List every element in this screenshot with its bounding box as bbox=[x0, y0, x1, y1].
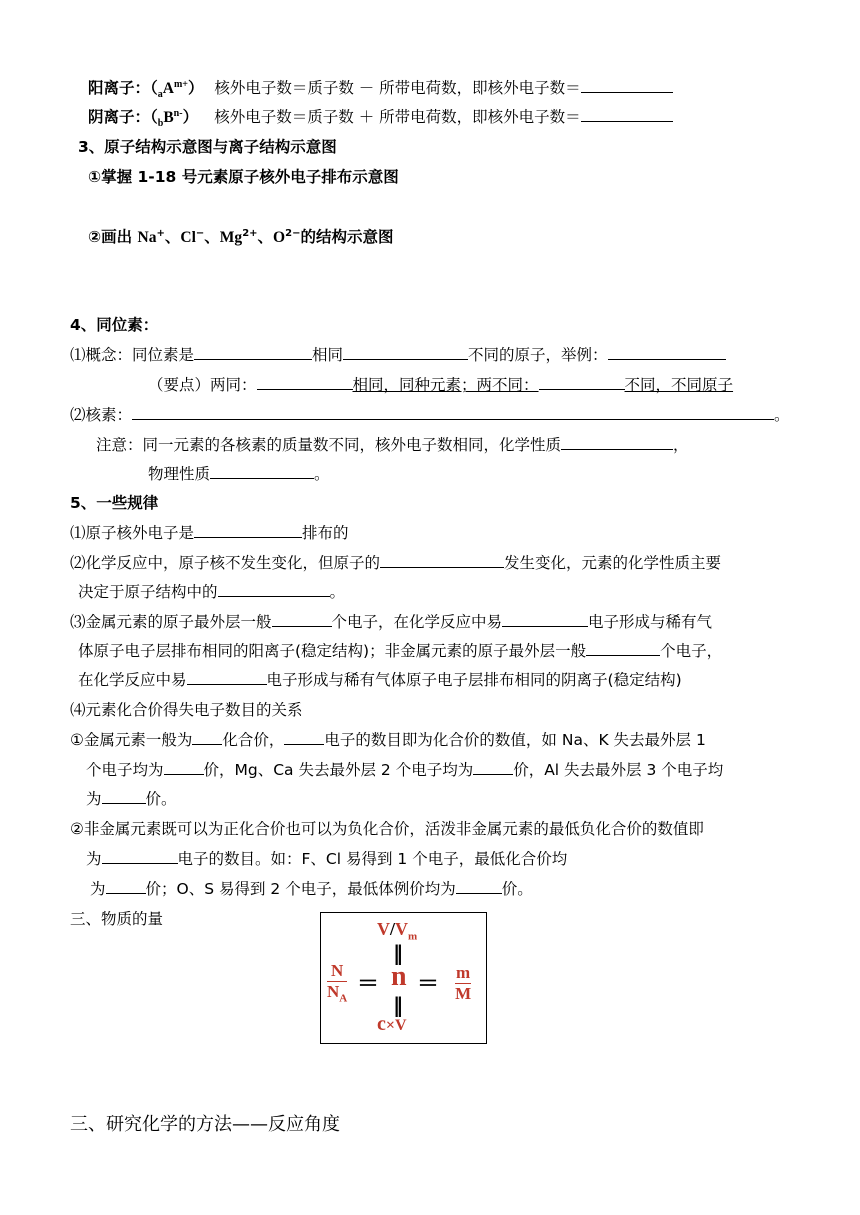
cation-line bbox=[88, 78, 673, 99]
cation-rule: 核外电子数＝质子数 － 所带电荷数，即核外电子数＝ bbox=[214, 79, 581, 97]
blank bbox=[187, 670, 267, 685]
sep: 、 bbox=[164, 228, 181, 246]
blank bbox=[586, 641, 660, 656]
cation-a: a bbox=[157, 89, 163, 101]
rule2 bbox=[70, 553, 721, 573]
parallel-top: ‖ bbox=[393, 941, 403, 965]
blank bbox=[192, 730, 222, 745]
r3g: 电子形成与稀有气体原子电子层排布相同的阴离子(稳定结构) bbox=[266, 671, 682, 689]
m1a: ①金属元素一般为 bbox=[70, 731, 193, 749]
sep: 、 bbox=[257, 228, 274, 246]
fraction-left bbox=[327, 961, 348, 1005]
item2-suffix: 的结构示意图 bbox=[300, 228, 394, 246]
rule3c bbox=[78, 670, 682, 690]
concept-c: 不同的原子，举例： bbox=[468, 346, 608, 364]
cation-blank bbox=[581, 78, 673, 93]
center-n: n bbox=[391, 961, 407, 992]
r2d: 。 bbox=[329, 583, 346, 601]
blank bbox=[257, 375, 353, 390]
blank bbox=[194, 345, 312, 360]
r3a: ⑶金属元素的原子最外层一般 bbox=[70, 613, 272, 631]
note-d: 。 bbox=[314, 465, 330, 483]
top-m: m bbox=[408, 930, 418, 943]
fraction-right bbox=[455, 963, 471, 1004]
left-a: A bbox=[339, 992, 348, 1005]
key-b: 相同，同种元素；两不同： bbox=[352, 376, 539, 394]
section3-item2 bbox=[88, 227, 393, 248]
anion-close: ） bbox=[182, 108, 199, 126]
metal-line2 bbox=[86, 760, 723, 780]
bottom-c: c bbox=[377, 1013, 386, 1035]
r3d: 体原子电子层排布相同的阳离子(稳定结构)；非金属元素的原子最外层一般 bbox=[78, 642, 587, 660]
mole-diagram bbox=[320, 912, 487, 1044]
cation-close: ） bbox=[188, 79, 204, 97]
blank bbox=[194, 523, 302, 538]
concept-line bbox=[70, 345, 726, 365]
r3e: 个电子， bbox=[660, 642, 723, 660]
n1d: 为 bbox=[90, 880, 106, 898]
m1d: 个电子均为 bbox=[86, 761, 164, 779]
rule3 bbox=[70, 612, 712, 632]
eq-right: ＝ bbox=[417, 972, 440, 997]
r2c: 决定于原子结构中的 bbox=[78, 583, 218, 601]
key-a: （要点）两同： bbox=[148, 376, 257, 394]
section5-heading: 5、一些规律 bbox=[70, 494, 159, 512]
top-v: V bbox=[377, 919, 390, 939]
section4-heading: 4、同位素： bbox=[70, 316, 159, 334]
rule1 bbox=[70, 523, 349, 543]
anion-rule: 核外电子数＝质子数 ＋ 所带电荷数，即核外电子数＝ bbox=[214, 108, 581, 126]
item2-prefix: ②画出 bbox=[88, 228, 138, 246]
cation-charge: m+ bbox=[173, 78, 188, 90]
top-slash: / bbox=[390, 919, 396, 939]
note-line2 bbox=[148, 464, 330, 484]
blank bbox=[473, 760, 513, 775]
m1b: 化合价， bbox=[222, 731, 285, 749]
rule2b bbox=[78, 582, 345, 602]
anion-charge: n- bbox=[173, 107, 183, 119]
m1e: 价，Mg、Ca 失去最外层 2 个电子均为 bbox=[203, 761, 474, 779]
cation-label: 阳离子：（ bbox=[88, 79, 158, 97]
r3c: 电子形成与稀有气 bbox=[588, 613, 713, 631]
left-na: N bbox=[327, 982, 340, 1001]
blank bbox=[102, 789, 146, 804]
diagram-bottom bbox=[377, 1013, 407, 1036]
n1e: 价；O、S 易得到 2 个电子，最低体例价均为 bbox=[145, 880, 456, 898]
m1h: 价。 bbox=[145, 790, 177, 808]
right-M: M bbox=[455, 984, 472, 1003]
concept-b: 相同 bbox=[312, 346, 344, 364]
n1b: 为 bbox=[86, 850, 102, 868]
diagram-top bbox=[377, 919, 418, 943]
blank bbox=[106, 879, 146, 894]
right-m: m bbox=[456, 963, 471, 982]
nuclide-label: ⑵核素： bbox=[70, 406, 133, 424]
ion-mg: Mg bbox=[219, 229, 243, 246]
metal-line1 bbox=[70, 730, 706, 750]
blank bbox=[132, 405, 774, 420]
anion-blank bbox=[581, 107, 673, 122]
blank bbox=[456, 879, 502, 894]
nonmetal-line2 bbox=[86, 849, 567, 869]
note-b: ， bbox=[673, 436, 689, 454]
ion-na: Na bbox=[137, 229, 157, 246]
r1a: ⑴原子核外电子是 bbox=[70, 524, 195, 542]
final-heading: 三、研究化学的方法——反应角度 bbox=[70, 1114, 340, 1135]
ion-na-charge: + bbox=[156, 227, 165, 239]
blank bbox=[343, 345, 468, 360]
anion-line bbox=[88, 107, 673, 128]
n1c: 电子的数目。如：F、Cl 易得到 1 个电子，最低化合价均 bbox=[177, 850, 568, 868]
blank bbox=[502, 612, 588, 627]
top-vm: V bbox=[395, 919, 409, 939]
sep: 、 bbox=[204, 228, 220, 246]
blank bbox=[608, 345, 726, 360]
parallel-bottom: ‖ bbox=[393, 993, 403, 1017]
nonmetal-line1: ②非金属元素既可以为正化合价也可以为负化合价，活泼非金属元素的最低负化合价的数值即 bbox=[70, 820, 704, 838]
metal-line3 bbox=[86, 789, 177, 809]
anion-B: B bbox=[163, 109, 174, 126]
blank bbox=[272, 612, 332, 627]
left-n: N bbox=[327, 961, 347, 982]
blank bbox=[102, 849, 178, 864]
note-line bbox=[96, 435, 689, 455]
m1c: 电子的数目即为化合价的数值，如 Na、K 失去最外层 1 bbox=[324, 731, 706, 749]
r2a: ⑵化学反应中，原子核不发生变化，但原子的 bbox=[70, 554, 381, 572]
blank bbox=[539, 375, 625, 390]
ion-mg-charge: 2+ bbox=[242, 227, 258, 239]
blank bbox=[218, 582, 330, 597]
key-line bbox=[148, 375, 733, 395]
rule3b bbox=[78, 641, 722, 661]
anion-b: b bbox=[157, 118, 164, 130]
ion-cl: Cl bbox=[180, 229, 196, 246]
note-a: 注意：同一元素的各核素的质量数不同，核外电子数相同，化学性质 bbox=[96, 436, 562, 454]
r3f: 在化学反应中易 bbox=[78, 671, 187, 689]
section3-item1: ①掌握 1-18 号元素原子核外电子排布示意图 bbox=[88, 168, 399, 186]
r2b: 发生变化，元素的化学性质主要 bbox=[504, 554, 722, 572]
r3b: 个电子，在化学反应中易 bbox=[331, 613, 503, 631]
eq-left: ＝ bbox=[357, 972, 380, 997]
blank bbox=[380, 553, 504, 568]
bottom-v: V bbox=[395, 1017, 407, 1034]
rule4: ⑷元素化合价得失电子数目的关系 bbox=[70, 701, 303, 719]
bottom-x: × bbox=[385, 1017, 396, 1034]
m1g: 为 bbox=[86, 790, 102, 808]
blank bbox=[561, 435, 673, 450]
r1b: 排布的 bbox=[302, 524, 349, 542]
blank bbox=[210, 464, 314, 479]
period: 。 bbox=[774, 406, 790, 424]
cation-A: A bbox=[162, 80, 174, 97]
anion-label: 阴离子：（ bbox=[88, 108, 158, 126]
nuclide-line bbox=[70, 405, 790, 425]
blank bbox=[284, 730, 324, 745]
n1f: 价。 bbox=[501, 880, 533, 898]
key-c: 不同，不同原子 bbox=[624, 376, 734, 394]
blank bbox=[164, 760, 204, 775]
note-c: 物理性质 bbox=[148, 465, 211, 483]
concept-a: ⑴概念：同位素是 bbox=[70, 346, 195, 364]
mole-heading: 三、物质的量 bbox=[70, 910, 164, 928]
nonmetal-line3 bbox=[90, 879, 533, 899]
ion-o: O bbox=[273, 229, 286, 246]
m1f: 价，Al 失去最外层 3 个电子均 bbox=[513, 761, 724, 779]
ion-o-charge: 2− bbox=[285, 227, 301, 239]
ion-cl-charge: − bbox=[195, 227, 205, 239]
section3-heading: 3、原子结构示意图与离子结构示意图 bbox=[78, 138, 337, 156]
